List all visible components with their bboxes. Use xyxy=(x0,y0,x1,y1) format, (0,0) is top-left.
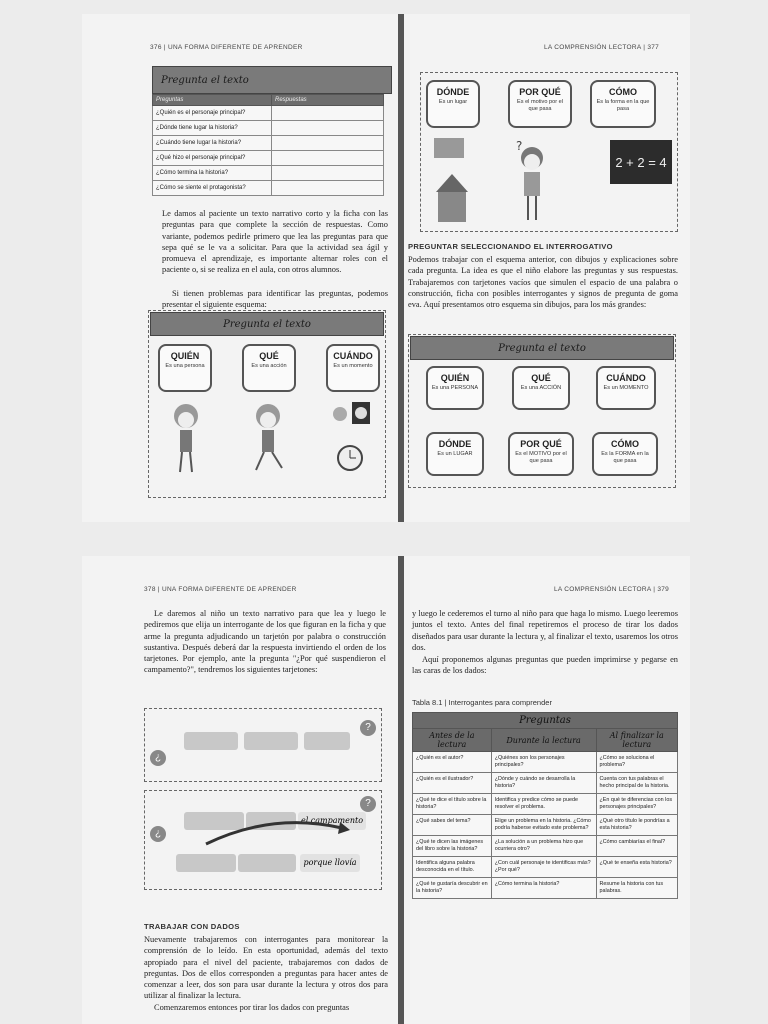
card-desc: Es un lugar xyxy=(438,99,468,105)
col-before: Antes de la lectura xyxy=(413,729,492,752)
card-que xyxy=(242,344,296,392)
bottom-book-spread xyxy=(82,556,690,1024)
question-cell: ¿Dónde tiene lugar la historia? xyxy=(153,121,272,136)
col-questions-header: Preguntas xyxy=(153,95,272,106)
running-header: LA COMPRENSIÓN LECTORA | 379 xyxy=(554,586,670,593)
card-desc: Es una PERSONA xyxy=(431,385,479,391)
word-slot xyxy=(184,732,238,750)
card-word: CÓMO xyxy=(609,87,637,97)
table-cell: ¿La solución a un problema hizo que ocurriera otro? xyxy=(491,836,596,857)
table-cell: ¿Quiénes son los personajes principales? xyxy=(491,752,596,773)
card-desc: Es una acción xyxy=(251,363,287,369)
running-header: 376 | UNA FORMA DIFERENTE DE APRENDER xyxy=(150,44,303,51)
table-row xyxy=(413,857,678,878)
table-row xyxy=(153,166,384,181)
card-desc: Es la FORMA en la que pasa xyxy=(601,451,649,464)
table-cell: Elige un problema en la historia. ¿Cómo podría haberse evitado este problema? xyxy=(491,815,596,836)
answer-cell xyxy=(272,106,384,121)
running-child-icon xyxy=(256,404,282,470)
table-cell: ¿Qué te dice el título sobre la historia? xyxy=(413,794,492,815)
table-cell: Identifica alguna palabra desconocida en el título. xyxy=(413,857,492,878)
swap-arrows-icon xyxy=(202,818,352,858)
paragraph: Comenzaremos entonces por tirar los dados con preguntas xyxy=(154,1003,350,1012)
col-during: Durante la lectura xyxy=(491,729,596,752)
answer-cell xyxy=(272,181,384,196)
answer-cell xyxy=(272,136,384,151)
illustrations xyxy=(164,398,374,482)
top-book-spread xyxy=(82,14,690,522)
card-quien xyxy=(158,344,212,392)
card-word: QUÉ xyxy=(259,351,279,361)
running-header: 378 | UNA FORMA DIFERENTE DE APRENDER xyxy=(144,586,297,593)
card-word: QUÉ xyxy=(531,373,551,383)
scheme-title: Pregunta el texto xyxy=(223,318,311,330)
card-word: DÓNDE xyxy=(438,439,472,449)
answer-cell xyxy=(272,151,384,166)
house-icon xyxy=(434,138,468,222)
paragraph: Podemos trabajar con el esquema anterior, con dibujos y explicaciones sobre cada pregunta. La idea es que el niño elabore las preguntas y sus respuestas. Trabajaremos con tarjetones vacíos que simulen el espacio de una palabra o construcción, ficha con posibles interrogantes y signos de pregunta de goma eva. Aquí presentamos otro esquema sin dibujos, para los más grandes: xyxy=(408,255,678,310)
running-header: LA COMPRENSIÓN LECTORA | 377 xyxy=(544,44,660,51)
table-row xyxy=(153,106,384,121)
card-desc: Es el motivo por el que pasa xyxy=(516,99,563,112)
inverted-question-icon: ¿ xyxy=(150,826,166,842)
paragraph: Le daremos al niño un texto narrativo para que lea y luego le pediremos que elija un interrogante de los que figuran en la ficha y que arme la pregunta adjudicando un tarjetón por palabra o construcción sustantiva. Después deberá dar la respuesta invirtiendo el orden de los tarjetones. Por ejemplo, ante la pregunta "¿Por qué suspendieron el campamento?", tendremos los siguientes tarjetones: xyxy=(144,609,386,675)
card-que xyxy=(512,366,570,410)
card-word: CUÁNDO xyxy=(606,373,646,383)
svg-text:?: ? xyxy=(516,139,523,153)
table-title: Pregunta el texto xyxy=(161,74,249,86)
questions-table xyxy=(152,94,384,196)
card-word: QUIÉN xyxy=(440,373,470,383)
scheme-title-banner xyxy=(150,312,384,336)
card-word: POR QUÉ xyxy=(519,87,561,97)
word-slot xyxy=(244,732,298,750)
card-el-campamento: el campamento xyxy=(298,812,366,830)
table-cell: ¿Qué te dicen las imágenes del libro sobre la historia? xyxy=(413,836,492,857)
word-slot xyxy=(304,732,350,750)
card-por-que xyxy=(508,432,574,476)
table-cell: ¿Qué te enseña esta historia? xyxy=(596,857,678,878)
table-cell: Resume la historia con tus palabras. xyxy=(596,878,678,899)
table-cell: ¿Cómo cambiarías el final? xyxy=(596,836,678,857)
table-cell: ¿Quién es el ilustrador? xyxy=(413,773,492,794)
table-row xyxy=(153,136,384,151)
table-row xyxy=(153,121,384,136)
page-377 xyxy=(404,14,690,522)
table-cell: ¿Quién es el autor? xyxy=(413,752,492,773)
chalkboard xyxy=(610,140,672,184)
card-porque-llovia: porque llovía xyxy=(300,854,360,872)
card-word: CUÁNDO xyxy=(333,351,373,361)
page-376 xyxy=(82,14,398,522)
paragraph: y luego le cederemos el turno al niño para que haga lo mismo. Luego leeremos juntos el texto. Antes del final repetiremos el proceso de tirar los dados diseñados para usar durante la lectura y, al finalizar el texto, usaremos los otros dos. xyxy=(412,609,678,652)
table-cell: Identifica y predice cómo se puede resolver el problema. xyxy=(491,794,596,815)
table-row xyxy=(413,836,678,857)
table-row xyxy=(153,181,384,196)
section-heading: PREGUNTAR SELECCIONANDO EL INTERROGATIVO xyxy=(408,242,613,251)
paragraph: Le damos al paciente un texto narrativo corto y la ficha con las preguntas para que complete la sección de respuestas. Como variante, podemos pedirle primero que lea las preguntas para que sepa qué se le va a solicitar. Para que la actividad sea ágil y promueva el aprendizaje, es importante alternar roles con el paciente o, si se realiza en el aula, con otros alumnos. xyxy=(162,209,388,275)
table-row xyxy=(153,151,384,166)
card-quien xyxy=(426,366,484,410)
answer-cell xyxy=(272,121,384,136)
table-cell: ¿Dónde y cuándo se desarrolla la historia? xyxy=(491,773,596,794)
card-desc: Es un MOMENTO xyxy=(603,385,649,391)
card-word: QUIÉN xyxy=(170,351,200,361)
paragraph: Nuevamente trabajaremos con interrogantes para monitorear la comprensión de lo leído. En esta oportunidad, además del texto apropiado para el nivel del paciente, trabajaremos con dados de preguntas. Dos de ellos corresponden a preguntas para hacer antes de comenzar a leer, dos son para usar durante la lectura y otros dos para utilizar al finalizar la lectura. xyxy=(144,935,388,1001)
table-row xyxy=(413,815,678,836)
card-desc: Es una persona xyxy=(165,363,205,369)
thinking-girl-icon xyxy=(516,139,543,220)
card-word: POR QUÉ xyxy=(520,439,562,449)
alarm-clock-icon xyxy=(338,446,362,470)
paragraph: Aquí proponemos algunas preguntas que pueden imprimirse y pegarse en las caras de los dados: xyxy=(412,655,678,676)
page-379 xyxy=(404,556,690,1024)
paragraph: Si tienen problemas para identificar las preguntas, podemos presentar el siguiente esquema: xyxy=(162,289,388,310)
card-cuando xyxy=(596,366,656,410)
question-cell: ¿Cómo termina la historia? xyxy=(153,166,272,181)
card-cuando xyxy=(326,344,380,392)
table-cell: ¿En qué te diferencias con los personajes principales? xyxy=(596,794,678,815)
table-row xyxy=(413,794,678,815)
question-cell: ¿Quién es el personaje principal? xyxy=(153,106,272,121)
answer-cell xyxy=(272,166,384,181)
table-cell: ¿Qué te gustaría descubrir en la historia? xyxy=(413,878,492,899)
sun-moon-icon xyxy=(333,402,370,424)
card-word: DÓNDE xyxy=(436,87,470,97)
page-378 xyxy=(82,556,398,1024)
table-cell: ¿Cómo termina la historia? xyxy=(491,878,596,899)
question-icon: ? xyxy=(360,796,376,812)
card-donde xyxy=(426,80,480,128)
table-caption: Tabla 8.1 | Interrogantes para comprender xyxy=(412,698,552,707)
card-desc: Es un momento xyxy=(333,363,373,369)
equation: 2 + 2 = 4 xyxy=(615,154,667,170)
table-title-banner xyxy=(152,66,392,94)
col-answers-header: Respuestas xyxy=(272,95,384,106)
card-por-que xyxy=(508,80,572,128)
card-desc: Es la forma en la que pasa xyxy=(596,99,650,112)
table-row xyxy=(413,773,678,794)
card-como xyxy=(590,80,656,128)
table-cell: ¿Cómo se soluciona el problema? xyxy=(596,752,678,773)
inverted-question-icon: ¿ xyxy=(150,750,166,766)
question-cell: ¿Qué hizo el personaje principal? xyxy=(153,151,272,166)
question-cell: ¿Cómo se siente el protagonista? xyxy=(153,181,272,196)
child-icon xyxy=(174,404,198,472)
col-after: Al finalizar la lectura xyxy=(596,729,678,752)
scheme-title: Pregunta el texto xyxy=(498,342,586,354)
card-desc: Es una ACCIÓN xyxy=(520,385,562,391)
question-cell: ¿Cuándo tiene lugar la historia? xyxy=(153,136,272,151)
table-cell: ¿Qué sabes del tema? xyxy=(413,815,492,836)
table-row xyxy=(413,752,678,773)
card-desc: Es el MOTIVO por el que pasa xyxy=(515,451,567,464)
table-cell: ¿Qué otro título le pondrías a esta historia? xyxy=(596,815,678,836)
section-heading: TRABAJAR CON DADOS xyxy=(144,922,240,931)
table-row xyxy=(413,878,678,899)
card-desc: Es un LUGAR xyxy=(437,451,473,457)
card-word: CÓMO xyxy=(611,439,639,449)
questions-dice-table xyxy=(412,712,678,899)
table-cell: Cuenta con tus palabras el hecho principal de la historia. xyxy=(596,773,678,794)
table-title: Preguntas xyxy=(413,713,678,729)
card-como xyxy=(592,432,658,476)
question-icon: ? xyxy=(360,720,376,736)
scheme-title-banner xyxy=(410,336,674,360)
table-cell: ¿Con cuál personaje te identificas más? ¿Por qué? xyxy=(491,857,596,878)
card-donde xyxy=(426,432,484,476)
